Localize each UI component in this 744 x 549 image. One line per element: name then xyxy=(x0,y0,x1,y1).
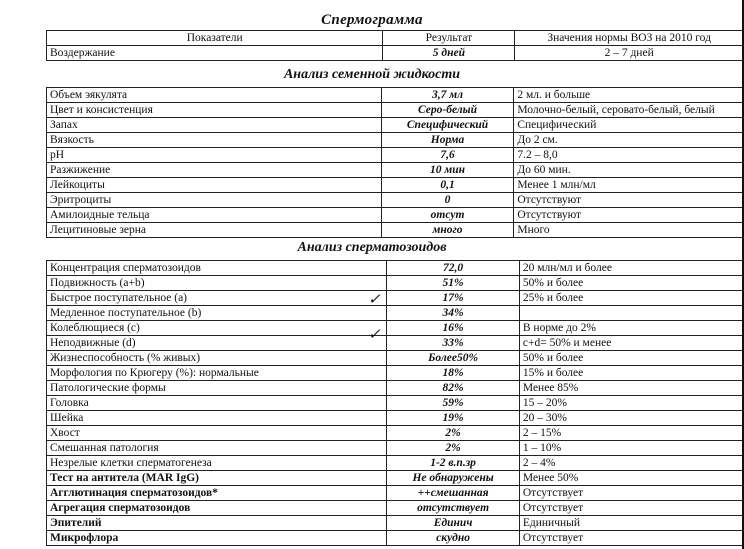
row-result: 82% xyxy=(387,381,520,396)
row-label: Концентрация сперматозоидов xyxy=(47,261,387,276)
row-result: 0,1 xyxy=(381,178,514,193)
row-norm: Отсутствуют xyxy=(514,193,744,208)
table-row xyxy=(47,501,744,516)
table-row xyxy=(47,531,744,546)
document-title: Спермограмма xyxy=(321,12,423,28)
row-result: Серо-белый xyxy=(381,103,514,118)
row-norm: 2 – 7 дней xyxy=(515,46,744,61)
check-mark-icon: ✓ xyxy=(368,327,381,343)
row-norm: До 2 см. xyxy=(514,133,744,148)
table-row xyxy=(47,88,744,103)
row-result: скудно xyxy=(387,531,520,546)
table-row xyxy=(47,178,744,193)
row-result: 0 xyxy=(381,193,514,208)
row-result: много xyxy=(381,223,514,238)
row-norm: Менее 1 млн/мл xyxy=(514,178,744,193)
row-result: 19% xyxy=(387,411,520,426)
table-row xyxy=(47,471,744,486)
row-label: Головка xyxy=(47,396,387,411)
row-label: Цвет и консистенция xyxy=(47,103,382,118)
row-label: Вязкость xyxy=(47,133,382,148)
row-norm: 50% и более xyxy=(519,276,743,291)
table-row xyxy=(47,336,744,351)
section-title-sperm: Анализ сперматозоидов xyxy=(297,240,447,255)
row-result: 33% xyxy=(387,336,520,351)
table-header-row xyxy=(47,31,744,46)
row-label: Смешанная патология xyxy=(47,441,387,456)
table-row xyxy=(47,366,744,381)
row-result: 7,6 xyxy=(381,148,514,163)
row-norm: 2 – 15% xyxy=(519,426,743,441)
row-result: отсут xyxy=(381,208,514,223)
row-norm: 20 – 30% xyxy=(519,411,743,426)
row-norm: 2 – 4% xyxy=(519,456,743,471)
row-norm: Отсутствует xyxy=(519,501,743,516)
row-label: Микрофлора xyxy=(47,531,387,546)
row-label: Лейкоциты xyxy=(47,178,382,193)
row-result: 18% xyxy=(387,366,520,381)
row-norm: Много xyxy=(514,223,744,238)
row-norm: 2 мл. и больше xyxy=(514,88,744,103)
table-row xyxy=(47,426,744,441)
row-label: Воздержание xyxy=(47,46,383,61)
table-row xyxy=(47,486,744,501)
row-label: Агрегация сперматозоидов xyxy=(47,501,387,516)
table-row xyxy=(47,118,744,133)
table-row xyxy=(47,103,744,118)
row-label: Жизнеспособность (% живых) xyxy=(47,351,387,366)
row-norm: Отсутствует xyxy=(519,486,743,501)
row-label: Объем эякулята xyxy=(47,88,382,103)
row-result: 16% xyxy=(387,321,520,336)
row-norm: 15% и более xyxy=(519,366,743,381)
header-result: Результат xyxy=(383,31,515,46)
row-norm: Молочно-белый, серовато-белый, белый xyxy=(514,103,744,118)
row-result: 34% xyxy=(387,306,520,321)
row-label: Запах xyxy=(47,118,382,133)
header-table xyxy=(46,30,744,61)
row-label: Амилоидные тельца xyxy=(47,208,382,223)
table-row xyxy=(47,516,744,531)
row-label: Медленное поступательное (b) xyxy=(47,306,387,321)
row-label: Незрелые клетки сперматогенеза xyxy=(47,456,387,471)
row-label: Неподвижные (d) xyxy=(47,336,387,351)
row-label: Лецитиновые зерна xyxy=(47,223,382,238)
table-row xyxy=(47,321,744,336)
row-result: 2% xyxy=(387,441,520,456)
row-result: Специфический xyxy=(381,118,514,133)
row-label: Тест на антитела (MAR IgG) xyxy=(47,471,387,486)
row-result: 17% xyxy=(387,291,520,306)
table-row xyxy=(47,133,744,148)
row-label: Патологические формы xyxy=(47,381,387,396)
row-norm xyxy=(519,306,743,321)
row-label: Морфология по Крюгеру (%): нормальные xyxy=(47,366,387,381)
section-title-fluid: Анализ семенной жидкости xyxy=(283,67,461,82)
table-row xyxy=(47,381,744,396)
row-result: 2% xyxy=(387,426,520,441)
row-norm: Отсутствуют xyxy=(514,208,744,223)
table-row xyxy=(47,411,744,426)
row-label: Колеблющиеся (c) xyxy=(47,321,387,336)
table-row xyxy=(47,351,744,366)
table-row xyxy=(47,441,744,456)
table-row xyxy=(47,163,744,178)
table-row xyxy=(47,223,744,238)
row-norm: 20 млн/мл и более xyxy=(519,261,743,276)
row-label: pH xyxy=(47,148,382,163)
row-result: 72,0 xyxy=(387,261,520,276)
row-norm: 50% и более xyxy=(519,351,743,366)
row-label: Агглютинация сперматозоидов* xyxy=(47,486,387,501)
header-indicators: Показатели xyxy=(47,31,383,46)
table-row xyxy=(47,261,744,276)
row-result: Единич xyxy=(387,516,520,531)
row-norm: 15 – 20% xyxy=(519,396,743,411)
row-label: Эритроциты xyxy=(47,193,382,208)
row-result: отсутствует xyxy=(387,501,520,516)
row-label: Хвост xyxy=(47,426,387,441)
check-mark-icon: ✓ xyxy=(368,292,381,308)
row-norm: Специфический xyxy=(514,118,744,133)
table-row xyxy=(47,396,744,411)
row-result: 5 дней xyxy=(383,46,515,61)
table-row xyxy=(47,291,744,306)
row-norm: 7.2 – 8,0 xyxy=(514,148,744,163)
row-norm: Менее 85% xyxy=(519,381,743,396)
row-result: 59% xyxy=(387,396,520,411)
row-norm: 1 – 10% xyxy=(519,441,743,456)
table-row xyxy=(47,456,744,471)
header-who-norm: Значения нормы ВОЗ на 2010 год xyxy=(515,31,744,46)
row-norm: Менее 50% xyxy=(519,471,743,486)
row-result: Не обнаружены xyxy=(387,471,520,486)
row-result: 1-2 в.п.зр xyxy=(387,456,520,471)
row-label: Подвижность (a+b) xyxy=(47,276,387,291)
row-norm: До 60 мин. xyxy=(514,163,744,178)
table-row xyxy=(47,208,744,223)
sperm-table xyxy=(46,260,744,546)
row-label: Быстрое поступательное (a) xyxy=(47,291,387,306)
row-result: Более50% xyxy=(387,351,520,366)
table-row xyxy=(47,148,744,163)
row-result: Норма xyxy=(381,133,514,148)
row-norm: 25% и более xyxy=(519,291,743,306)
row-norm: Единичный xyxy=(519,516,743,531)
row-result: 51% xyxy=(387,276,520,291)
table-row xyxy=(47,193,744,208)
row-label: Шейка xyxy=(47,411,387,426)
row-result: 10 мин xyxy=(381,163,514,178)
row-result: ++смешанная xyxy=(387,486,520,501)
row-norm: В норме до 2% xyxy=(519,321,743,336)
table-row xyxy=(47,46,744,61)
row-label: Эпителий xyxy=(47,516,387,531)
row-norm: Отсутствует xyxy=(519,531,743,546)
row-label: Разжижение xyxy=(47,163,382,178)
fluid-table xyxy=(46,87,744,238)
table-row xyxy=(47,306,744,321)
table-row xyxy=(47,276,744,291)
row-norm: c+d= 50% и менее xyxy=(519,336,743,351)
row-result: 3,7 мл xyxy=(381,88,514,103)
